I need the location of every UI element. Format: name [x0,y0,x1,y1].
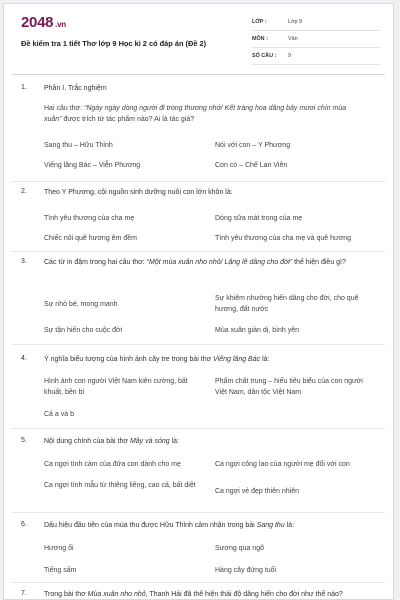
question-stem: Phần I. Trắc nghiệm [44,85,107,92]
answer-option[interactable]: Viếng lăng Bác – Viễn Phương [44,162,141,169]
meta-subject: MÔN : Văn [252,31,380,48]
question-number: 3. [21,258,27,265]
answer-option[interactable]: Nói với con – Y Phương [215,142,291,149]
exam-meta [252,14,380,65]
exam-sheet [3,3,394,600]
question-divider [12,181,385,182]
question-divider [12,344,385,345]
answer-option[interactable]: Sang thu – Hữu Thỉnh [44,142,113,149]
answer-option[interactable]: Tiếng sấm [44,567,77,574]
question-stem: Dấu hiệu đầu tiên của mùa thu được Hữu Thỉnh cảm nhận trong bài Sang thu là: [44,522,295,529]
answer-option[interactable]: Phẩm chất trung – hiếu tiêu biểu của con người Việt Nam, dân tộc Việt Nam [215,378,363,396]
question-passage: Hai câu thơ: “Ngày ngày dòng người đi trong thương nhớ/ Kết tràng hoa dâng bảy mươi chín mùa xuân” được trích từ tác phẩm nào? Ai là tác giả? [44,105,347,123]
answer-option[interactable]: Ca ngợi công lao của người mẹ đối với con [215,461,350,468]
question-stem: Theo Y Phương, cội nguồn sinh dưỡng nuôi con lớn khôn là: [44,189,233,196]
question-stem: Trong bài thơ Mùa xuân nho nhỏ, Thanh Hải đã thể hiện thái độ dâng hiến cho đời như thế nào? [44,591,343,598]
answer-option[interactable]: Tình yêu thương của cha mẹ [44,215,135,222]
answer-option[interactable]: Hình ảnh con người Việt Nam kiên cường, bất khuất, bền bỉ [44,378,188,396]
question-divider [12,582,385,583]
answer-option[interactable]: Tình yêu thương của cha mẹ và quê hương [215,235,352,242]
question-number: 5. [21,437,27,444]
question-divider [12,428,385,429]
question-number: 4. [21,355,27,362]
exam-title: Đề kiểm tra 1 tiết Thơ lớp 9 Học kì 2 có đáp án (Đề 2) [21,39,207,48]
meta-question-count: SỐ CÂU : 9 [252,48,380,65]
answer-option[interactable]: Hàng cây đứng tuổi [215,567,277,574]
answer-option[interactable]: Sự nhỏ bé, mong manh [44,301,118,308]
question-stem: Các từ in đậm trong hai câu thơ: “Một mùa xuân nho nhỏ/ Lặng lẽ dâng cho đời” thể hiện điều gì? [44,259,346,266]
answer-option[interactable]: Hương ổi [44,545,74,552]
question-number: 7. [21,590,27,597]
answer-option[interactable]: Ca ngợi tình mẫu tử thiêng liêng, cao cả, bất diệt [44,482,196,489]
answer-option[interactable]: Con cò – Chế Lan Viên [215,162,288,169]
answer-option[interactable]: Mùa xuân giản dị, bình yên [215,327,300,334]
answer-option[interactable]: Cả a và b [44,411,74,418]
answer-option[interactable]: Dòng sữa mát trong của mẹ [215,215,303,222]
answer-option[interactable]: Chiếc nôi quê hương êm đềm [44,235,137,242]
question-stem: Nội dung chính của bài thơ Mây và sóng là: [44,438,179,445]
question-stem: Ý nghĩa biểu tượng của hình ảnh cây tre trong bài thơ Viếng lăng Bác là: [44,356,270,363]
question-number: 2. [21,188,27,195]
header-divider [12,74,385,75]
site-logo[interactable]: 2048 .vn [21,14,66,31]
question-divider [12,512,385,513]
question-divider [12,251,385,252]
answer-option[interactable]: Sự tận hiến cho cuộc đời [44,327,123,334]
meta-class: LỚP : Lớp 9 [252,14,380,31]
question-number: 1. [21,84,27,91]
answer-option[interactable]: Sương qua ngõ [215,545,264,552]
exam-header [4,4,393,74]
answer-option[interactable]: Ca ngợi tình cảm của đứa con dành cho mẹ [44,461,181,468]
answer-option[interactable]: Ca ngợi vẻ đẹp thiên nhiên [215,488,299,495]
answer-option[interactable]: Sự khiêm nhường hiến dâng cho đời, cho quê hương, đất nước [215,295,359,313]
question-number: 6. [21,521,27,528]
